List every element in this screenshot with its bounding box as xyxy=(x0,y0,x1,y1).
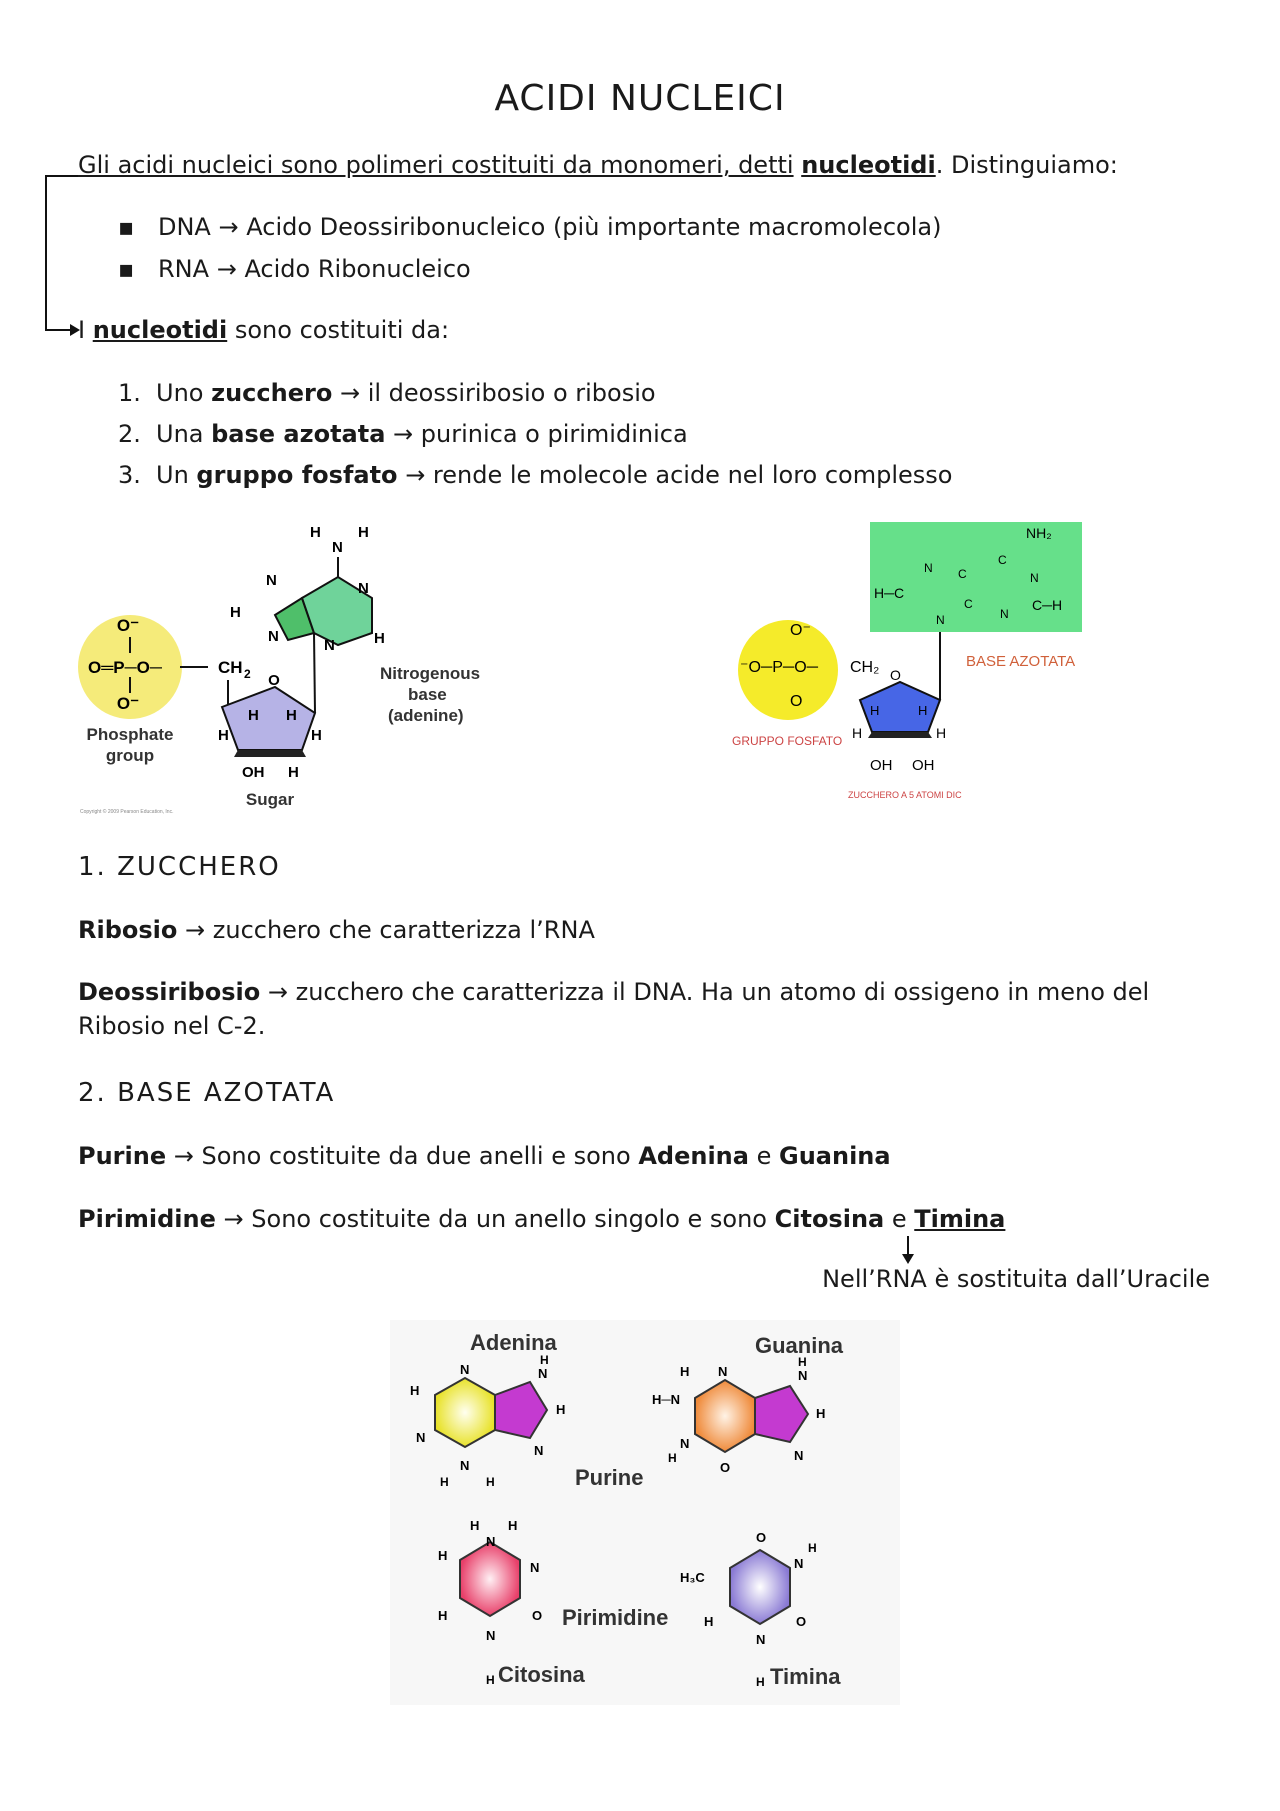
deossiribosio-paragraph: Deossiribosio → zucchero che caratterizza il DNA. Ha un atomo di ossigeno in meno del Ribosio nel C-2. xyxy=(78,978,1150,1040)
svg-text:N: N xyxy=(924,561,933,575)
svg-text:H₃C: H₃C xyxy=(680,1570,705,1585)
list-item: 1. Uno zucchero → il deossiribosio o ribosio xyxy=(118,379,656,407)
svg-text:N: N xyxy=(416,1430,426,1445)
svg-text:H─N: H─N xyxy=(652,1392,680,1407)
purine-label: Purine xyxy=(575,1465,644,1490)
svg-text:N: N xyxy=(680,1436,690,1451)
svg-text:H: H xyxy=(218,727,229,744)
svg-text:O: O xyxy=(756,1530,767,1545)
section-zucchero-heading: 1. ZUCCHERO xyxy=(78,852,281,882)
svg-text:O: O xyxy=(532,1608,543,1623)
svg-text:O: O xyxy=(268,672,280,689)
svg-text:O: O xyxy=(890,667,901,683)
sugar-ring xyxy=(222,687,315,750)
svg-text:O: O xyxy=(720,1460,731,1475)
intro-paragraph xyxy=(78,148,1118,182)
svg-text:N: N xyxy=(530,1560,540,1575)
svg-text:N: N xyxy=(798,1368,808,1383)
svg-text:N: N xyxy=(460,1362,470,1377)
svg-text:H: H xyxy=(470,1518,480,1533)
timina-label: Timina xyxy=(770,1664,841,1689)
svg-text:H: H xyxy=(556,1402,566,1417)
nitrogenous-base-label: Nitrogenous xyxy=(380,664,480,683)
svg-text:N: N xyxy=(1030,571,1039,585)
list-item: ▪ RNA → Acido Ribonucleico xyxy=(118,255,471,283)
svg-text:O═P─O─: O═P─O─ xyxy=(88,658,162,677)
svg-text:N: N xyxy=(332,539,343,556)
svg-text:C: C xyxy=(998,553,1007,567)
svg-text:N: N xyxy=(358,580,369,597)
svg-text:OH: OH xyxy=(912,757,935,774)
svg-text:N: N xyxy=(936,613,945,627)
svg-text:Copyright © 2009 Pearson Educa: Copyright © 2009 Pearson Education, Inc. xyxy=(80,809,174,815)
intro-tail: . Distinguiamo: xyxy=(935,151,1118,179)
svg-text:O⁻: O⁻ xyxy=(116,694,140,713)
svg-text:H: H xyxy=(358,524,369,541)
svg-text:OH: OH xyxy=(870,757,893,774)
svg-text:H: H xyxy=(680,1364,690,1379)
pirimidine-label: Pirimidine xyxy=(562,1605,669,1630)
svg-text:base: base xyxy=(408,685,447,704)
svg-text:H: H xyxy=(808,1541,817,1555)
ribosio-paragraph: Ribosio → zucchero che caratterizza l’RNA xyxy=(78,916,595,944)
guanina-label: Guanina xyxy=(755,1333,844,1358)
svg-text:N: N xyxy=(460,1458,470,1473)
svg-text:O: O xyxy=(796,1614,807,1629)
base-azotata-label: BASE AZOTATA xyxy=(966,653,1076,670)
nucleotide-diagram-italian xyxy=(730,520,1090,810)
svg-text:N: N xyxy=(324,637,335,654)
svg-text:N: N xyxy=(266,572,277,589)
svg-text:NH₂: NH₂ xyxy=(1026,525,1052,541)
svg-text:N: N xyxy=(486,1628,496,1643)
svg-text:N: N xyxy=(538,1366,548,1381)
svg-text:H: H xyxy=(286,707,297,724)
intro-bold: nucleotidi xyxy=(801,151,936,179)
svg-text:H: H xyxy=(668,1451,677,1465)
svg-text:H: H xyxy=(816,1406,826,1421)
bracket-arrow xyxy=(40,172,80,342)
phosphate-label: Phosphate xyxy=(86,725,174,744)
svg-text:N: N xyxy=(268,628,279,645)
page-title: ACIDI NUCLEICI xyxy=(494,78,786,119)
svg-text:⁻O─P─O─: ⁻O─P─O─ xyxy=(740,659,819,676)
svg-text:O⁻: O⁻ xyxy=(790,622,811,639)
svg-text:H: H xyxy=(248,707,259,724)
svg-text:H: H xyxy=(438,1548,448,1563)
svg-text:N: N xyxy=(794,1556,804,1571)
svg-text:N: N xyxy=(756,1632,766,1647)
svg-text:H: H xyxy=(440,1475,449,1489)
svg-text:H: H xyxy=(704,1614,714,1629)
components-intro: I nucleotidi sono costituiti da: xyxy=(78,316,450,344)
list-item: 3. Un gruppo fosfato → rende le molecole acide nel loro complesso xyxy=(118,461,953,489)
list-item: 2. Una base azotata → purinica o pirimidinica xyxy=(118,420,688,448)
list-item: ▪ DNA → Acido Deossiribonucleico (più importante macromolecola) xyxy=(118,213,942,241)
svg-text:H: H xyxy=(374,630,385,647)
adenina-label: Adenina xyxy=(470,1330,557,1355)
svg-text:CH₂: CH₂ xyxy=(850,659,880,676)
uracile-note: Nell’RNA è sostituita dall’Uracile xyxy=(822,1265,1210,1293)
svg-text:(adenine): (adenine) xyxy=(388,706,464,725)
nitrogen-bases-diagram xyxy=(390,1320,900,1705)
svg-text:H: H xyxy=(230,604,241,621)
svg-text:O⁻: O⁻ xyxy=(116,616,140,635)
svg-text:N: N xyxy=(534,1443,544,1458)
svg-text:H: H xyxy=(508,1518,518,1533)
nucleotide-diagram xyxy=(70,515,480,820)
svg-text:C: C xyxy=(958,567,967,581)
svg-text:H: H xyxy=(870,703,880,718)
zucchero-label: ZUCCHERO A 5 ATOMI DIC xyxy=(848,790,962,800)
svg-text:C: C xyxy=(964,597,973,611)
intro-lead: Gli acidi nucleici sono polimeri costituiti da monomeri, detti xyxy=(78,151,794,179)
svg-text:H: H xyxy=(852,725,863,741)
pirimidine-paragraph: Pirimidine → Sono costituite da un anello singolo e sono Citosina e Timina xyxy=(78,1205,1006,1233)
svg-text:H: H xyxy=(756,1675,765,1689)
svg-text:N: N xyxy=(794,1448,804,1463)
svg-text:H: H xyxy=(798,1355,807,1369)
svg-text:H: H xyxy=(486,1673,495,1687)
gruppo-fosfato-label: GRUPPO FOSFATO xyxy=(732,734,843,748)
svg-text:H: H xyxy=(310,524,321,541)
svg-text:H: H xyxy=(311,727,322,744)
purine-paragraph: Purine → Sono costituite da due anelli e sono Adenina e Guanina xyxy=(78,1142,891,1170)
svg-text:H: H xyxy=(438,1608,448,1623)
svg-text:O: O xyxy=(790,693,803,710)
svg-text:H: H xyxy=(936,725,947,741)
svg-text:H: H xyxy=(918,703,928,718)
svg-text:CH: CH xyxy=(218,658,243,677)
section-base-heading: 2. BASE AZOTATA xyxy=(78,1078,336,1108)
svg-text:OH: OH xyxy=(242,764,265,781)
svg-text:group: group xyxy=(105,746,155,765)
svg-text:C─H: C─H xyxy=(1032,597,1063,613)
svg-text:H: H xyxy=(288,764,299,781)
components-list xyxy=(118,376,952,492)
svg-text:H: H xyxy=(540,1353,549,1367)
svg-text:H─C: H─C xyxy=(874,585,905,601)
citosina-label: Citosina xyxy=(498,1662,585,1687)
svg-text:N: N xyxy=(486,1534,496,1549)
sugar-label: Sugar xyxy=(245,790,295,809)
svg-text:H: H xyxy=(486,1475,495,1489)
svg-text:N: N xyxy=(1000,607,1009,621)
types-list xyxy=(118,210,941,286)
svg-text:2: 2 xyxy=(244,667,251,681)
svg-text:N: N xyxy=(718,1364,728,1379)
svg-text:H: H xyxy=(410,1383,420,1398)
